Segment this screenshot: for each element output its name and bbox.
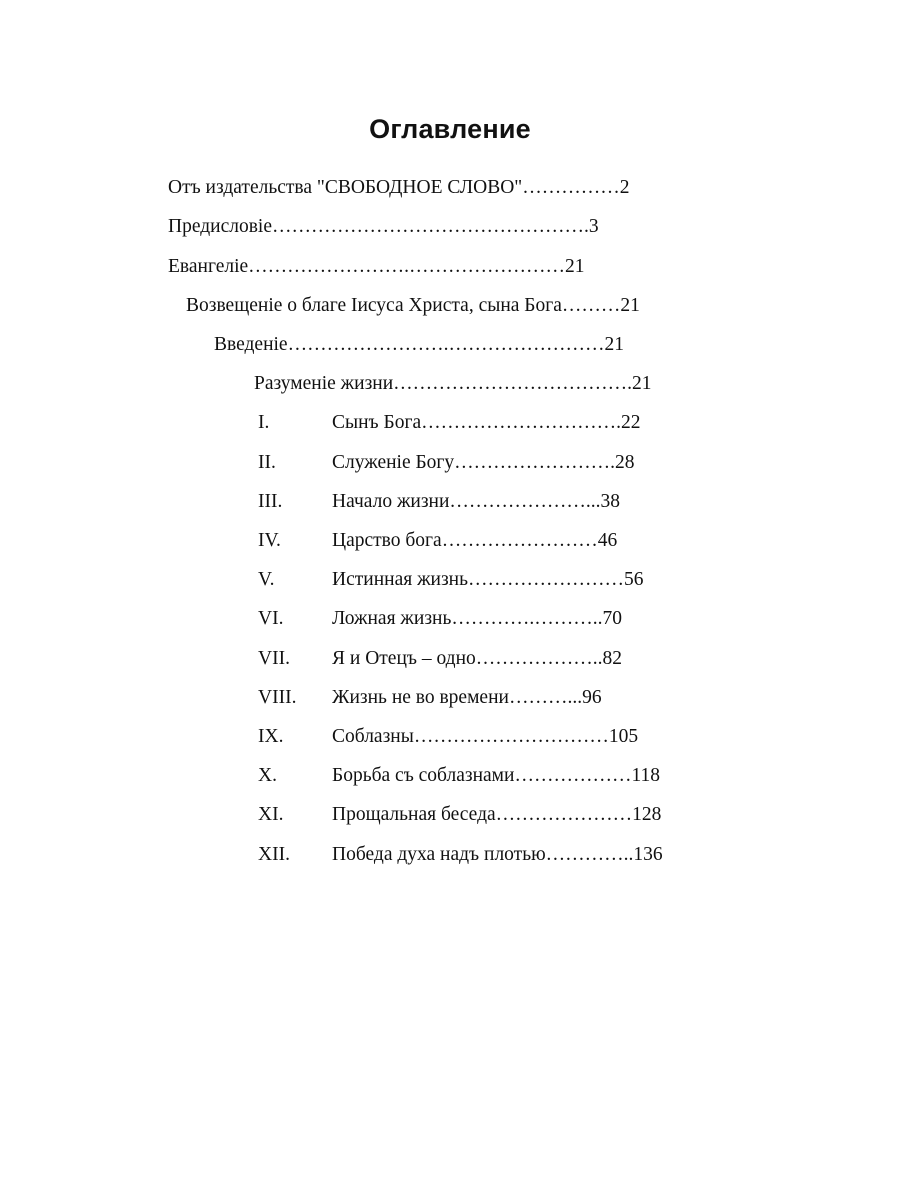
chapter-number: III.: [258, 491, 283, 512]
page-title: Оглавление: [369, 114, 531, 144]
chapter-number: IX.: [258, 726, 284, 747]
chapter-number: XII.: [258, 844, 290, 865]
chapter-number: IV.: [258, 530, 281, 551]
chapter-entry: Я и Отецъ – одно………………..82: [332, 648, 623, 669]
chapter-number: X.: [258, 765, 277, 786]
chapter-entry: Прощальная беседа…………………128: [332, 804, 662, 825]
toc-entry-introduction: Введеніе…………………….……………………21: [214, 334, 624, 355]
chapter-number: VII.: [258, 648, 290, 669]
toc-entry-proclamation: Возвещеніе о благе Іисуса Христа, сына Бога………21: [186, 295, 640, 316]
chapter-number: VIII.: [258, 687, 297, 708]
chapter-entry: Служеніе Богу…………………….28: [332, 452, 635, 473]
chapter-entry: Победа духа надъ плотью…………..136: [332, 844, 663, 865]
chapter-entry: Царство бога……………………46: [332, 530, 618, 551]
chapter-entry: Истинная жизнь……………………56: [332, 569, 644, 590]
chapter-number: II.: [258, 452, 276, 473]
chapter-entry: Ложная жизнь………….………..70: [332, 608, 622, 629]
chapter-entry: Сынъ Бога………………………….22: [332, 412, 641, 433]
chapter-entry: Начало жизни…………………...38: [332, 491, 621, 512]
toc-entry-preface: Предисловіе………………………………………….3: [168, 216, 599, 237]
chapter-number: VI.: [258, 608, 284, 629]
toc-entry-gospel: Евангеліе…………………….……………………21: [168, 256, 585, 277]
chapter-entry: Соблазны…………………………105: [332, 726, 639, 747]
chapter-number: V.: [258, 569, 275, 590]
chapter-number: XI.: [258, 804, 284, 825]
chapter-entry: Жизнь не во времени………...96: [332, 687, 602, 708]
toc-entry-understanding-life: Разуменіе жизни……………………………….21: [254, 373, 652, 394]
chapter-number: I.: [258, 412, 270, 433]
chapter-entry: Борьба съ соблазнами………………118: [332, 765, 660, 786]
toc-entry-publisher: Отъ издательства "СВОБОДНОЕ СЛОВО"……………2: [168, 177, 630, 198]
